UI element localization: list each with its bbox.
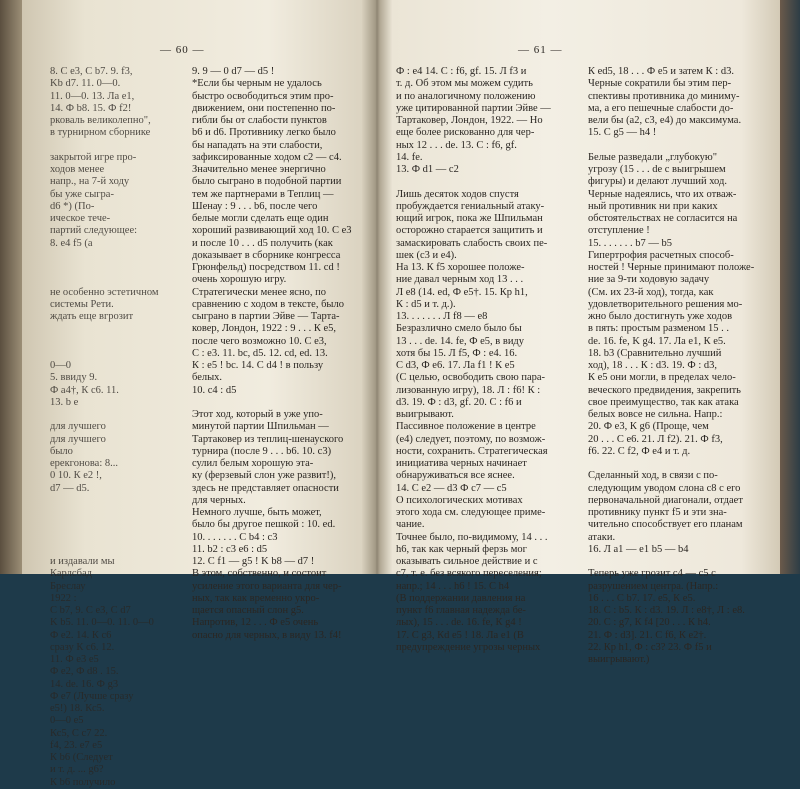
margin-text-line: не особенно эстетичном: [50, 286, 159, 298]
text-line: пробуждается гениальный атаку-: [396, 200, 545, 212]
text-line: На 13. К f5 хорошее положе-: [396, 262, 525, 273]
margin-text-line: 0—0 е5: [50, 715, 84, 727]
right-page-column-2: [588, 66, 766, 666]
text-line: пункт f6 главная надежда бе-: [396, 605, 526, 616]
text-line: Немного лучше, быть может,: [192, 507, 322, 518]
text-line: сыграно в партии Эйве — Тарта-: [192, 311, 340, 322]
right-page-number: — 61 —: [518, 44, 563, 56]
margin-text-line: Ф а4†, К с6. 11.: [50, 384, 119, 396]
margin-text-line: d6 *) (По-: [50, 200, 95, 212]
text-line: было бы другое пешкой : 10. еd.: [192, 519, 336, 531]
text-line: (См. их 23-й ход), тогда, как: [588, 286, 714, 298]
text-line: выигрывают.): [588, 654, 650, 665]
text-line: уже цитированной партии Эйве —: [396, 102, 551, 114]
margin-text-line: Ф е2, Ф d8 . 15.: [50, 666, 119, 678]
text-line: 15. . . . . . . b7 — b5: [588, 237, 672, 249]
text-line: противнику пункт f5 и эти зна-: [588, 507, 727, 518]
margin-text-line: ерекгонова: 8...: [50, 458, 118, 469]
text-line: Теперь уже грозит с4 — с5 с: [588, 568, 716, 580]
text-line: 13 . . . de. 14. fe, Ф e5, в виду: [396, 335, 525, 347]
text-line: [588, 140, 766, 152]
left-page: [22, 0, 374, 788]
text-line: бы нападать на эти слабости,: [192, 139, 323, 151]
text-line: удовлетворительного решения мо-: [588, 298, 743, 310]
text-line: 13. Ф d1 — с2: [396, 164, 459, 175]
text-line: 12. С f1 — g5 ! K b8 — d7 !: [192, 556, 315, 567]
text-line: опасно для черных, в виду 13. f4!: [192, 629, 342, 641]
text-line: лизованную игру), 18. Л : f6! К :: [396, 384, 541, 396]
text-line: фигуры) и делают лучший ход.: [588, 176, 727, 188]
text-line: ковер, Лондон, 1922 : 9 . . . К е5,: [192, 323, 337, 335]
text-line: напр.; 14 . . . h6 ! 15. С h4: [396, 580, 510, 592]
text-line: оказывать сильное действие и с: [396, 556, 538, 567]
text-line: вели бы (а2, с3, е4) до максимума.: [588, 115, 742, 126]
text-line: К : d5 и т. д.).: [396, 298, 456, 310]
margin-text-line: Ф е7 (Лучше сразу: [50, 690, 134, 702]
text-line: ный противник ни при каких: [588, 200, 718, 212]
text-line: Безразлично смело было бы: [396, 323, 522, 335]
text-line: этого хода см. следующее приме-: [396, 507, 546, 518]
margin-text-line: Кс5, С с7 22.: [50, 727, 108, 739]
margin-text-line: [50, 519, 188, 531]
margin-text-line: [50, 348, 188, 360]
text-line: белые могли сделать еще один: [192, 213, 329, 224]
text-line: Точнее было, по-видимому, 14 . . .: [396, 531, 548, 543]
margin-text-line: ждать еще вгрозит: [50, 311, 134, 322]
text-line: С : е3. 11. bc, d5. 12. cd, ed. 13.: [192, 347, 328, 359]
text-line: Белые разведали „глубокую": [588, 151, 718, 163]
text-line: 20. Ф е3, К g6 (Проще, чем: [588, 421, 709, 433]
left-page-column: [192, 66, 382, 642]
margin-text-line: для лучшего: [50, 421, 106, 433]
text-line: для черных.: [192, 494, 246, 506]
text-line: f6. 22. С f2, Ф е4 и т. д.: [588, 445, 691, 457]
text-line: здесь не представляет опасности: [192, 482, 339, 494]
text-line: предупреждение угрозы черных: [396, 641, 541, 653]
margin-text-line: [50, 544, 188, 556]
text-line: Лишь десяток ходов спустя: [396, 188, 519, 200]
margin-text-line: Kb d7. 11. 0—0.: [50, 78, 121, 90]
margin-text-line: 13. b e: [50, 396, 79, 408]
text-line: доказывает в сборнике конгресса: [192, 249, 341, 261]
text-line: Пассивное положение в центре: [396, 421, 536, 433]
margin-text-line: 14. de. 16. Ф g3: [50, 678, 119, 690]
text-line: [588, 458, 766, 470]
text-line: шек (с3 и е4).: [396, 249, 457, 261]
text-line: d3. 19. Ф : d3, gf. 20. С : f6 и: [396, 396, 522, 408]
text-line: К е5 они могли, в пределах чело-: [588, 372, 736, 384]
text-line: [192, 397, 382, 409]
margin-text-line: K b5. 11. 0—0. 11. 0—0: [50, 617, 154, 629]
text-line: К еd5, 18 . . . Ф е5 и затем К : d3.: [588, 66, 734, 77]
text-line: 21. Ф : d3]. 21. С f6, К е2†.: [588, 629, 707, 641]
text-line: ющий игрок, пока же Шпильман: [396, 213, 543, 224]
text-line: обнаруживаться все яснее.: [396, 470, 515, 482]
text-line: 11. b2 : с3 e6 : d5: [192, 543, 268, 555]
margin-text-line: d7 — d5.: [50, 482, 90, 494]
text-line: было сыграно в подобной партии: [192, 176, 342, 188]
text-line: 18. b3 (Сравнительно лучший: [588, 347, 722, 359]
left-page-number: — 60 —: [160, 44, 205, 56]
margin-text-line: 8. е4 f5 (а: [50, 237, 93, 249]
text-line: 14. fe.: [396, 151, 423, 163]
margin-text-line: напр., на 7-й ходу: [50, 176, 130, 188]
text-line: b6 и d6. Противнику легко было: [192, 127, 336, 139]
text-line: Значительно менее энергично: [192, 164, 326, 175]
book-gutter: [362, 0, 392, 574]
text-line: ку (ферзевый слон уже развит!),: [192, 470, 336, 482]
text-line: атаки.: [588, 531, 616, 543]
text-line: разрушением центра. (Напр.:: [588, 580, 719, 592]
right-page-column-1: [396, 66, 568, 654]
margin-text-line: 8. С е3, С b7. 9. f3,: [50, 66, 133, 77]
text-line: 16. Л а1 — е1 b5 — b4: [588, 543, 689, 555]
text-line: 10. с4 : d5: [192, 384, 237, 396]
text-line: усиление этого варианта для чер-: [192, 580, 342, 592]
text-line: В этом, собственно, и состоит: [192, 568, 327, 580]
margin-text-line: 14. Ф b8. 15. Ф f2!: [50, 102, 132, 114]
text-line: хотя бы 15. Л f5, Ф : e4. 16.: [396, 347, 518, 359]
text-line: de. 16. fe, K g4. 17. Ла e1, К е5.: [588, 335, 726, 347]
text-line: (е4) следует, поэтому, по возмож-: [396, 433, 546, 445]
margin-text-line: в турнирном сборнике: [50, 127, 151, 139]
text-line: выигрывают.: [396, 409, 454, 420]
text-line: 16 . . . С b7. 17. е5, К е5.: [588, 592, 696, 604]
text-line: ностей ! Черные принимают положе-: [588, 262, 755, 273]
text-line: 18. С : b5. К : d3. 19. Л : e8†, Л : e8.: [588, 605, 745, 616]
text-line: *Если бы черным не удалось: [192, 78, 322, 90]
text-line: 14. С е2 — d3 Ф с7 — с5: [396, 482, 507, 494]
text-line: угрозу (15 . . . de с выигрышем: [588, 164, 726, 175]
text-line: Шенау : 9 . . . b6, после чего: [192, 200, 318, 212]
margin-text-line: 11. 0—0. 13. Ла e1,: [50, 90, 135, 102]
margin-text-line: [50, 336, 188, 348]
text-line: 15. С g5 — h4 !: [588, 127, 657, 139]
text-line: лых), 15 . . . de. 16. fe, К g4 !: [396, 617, 522, 629]
text-line: щается опасный слон g5.: [192, 605, 304, 616]
left-margin-fragments: [50, 66, 188, 789]
margin-text-line: 5. ввиду 9.: [50, 372, 98, 384]
margin-text-line: f4, 23. е7 е5: [50, 739, 103, 751]
text-line: сравнению с ходом в тексте, было: [192, 298, 344, 310]
text-line: ма, а его пешечные слабости до-: [588, 102, 734, 114]
text-line: очень хорошую игру.: [192, 274, 287, 286]
text-line: спективы противника до миниму-: [588, 90, 740, 102]
margin-text-line: и издавали мы: [50, 556, 115, 567]
margin-text-line: [50, 274, 188, 286]
margin-text-line: 11. Ф е3 е5: [50, 654, 99, 665]
margin-text-line: [50, 140, 188, 152]
margin-text-line: е5!) 18. Кс5.: [50, 703, 105, 714]
margin-text-line: закрытой игре про-: [50, 151, 137, 163]
text-line: 10. . . . . . . С b4 : с3: [192, 531, 278, 543]
margin-text-line: 1922 :: [50, 592, 77, 604]
text-line: 9. 9 — 0 d7 — d5 !: [192, 66, 275, 77]
margin-text-line: [50, 532, 188, 544]
text-line: ход), 18 . . . К : d3. 19. Ф : d3,: [588, 360, 718, 371]
text-line: Сделанный ход, в связи с по-: [588, 470, 718, 482]
text-line: еще более рискованно для чер-: [396, 127, 535, 139]
margin-text-line: Ф е2. 14. К с6: [50, 629, 112, 641]
text-line: 20. С : g7, К f4 [20 . . . К h4.: [588, 617, 711, 629]
margin-text-line: системы Рети.: [50, 298, 114, 310]
margin-text-line: [50, 507, 188, 519]
text-line: замаскировать слабость своих пе-: [396, 237, 548, 249]
text-line: Гипертрофия расчетных способ-: [588, 249, 734, 261]
right-page: [392, 0, 780, 665]
margin-text-line: рковаль великолепно",: [50, 115, 151, 126]
text-line: турнира (после 9 . . . b6. 10. с3): [192, 445, 332, 457]
text-line: т. д. Об этом мы можем судить: [396, 78, 533, 90]
book-cover-edge: [780, 0, 800, 574]
text-line: осторожно старается защитить и: [396, 225, 543, 237]
text-line: [396, 176, 568, 188]
text-line: жно было достигнуть уже ходов: [588, 311, 733, 322]
margin-text-line: [50, 495, 188, 507]
text-line: Черные сократили бы этим пер-: [588, 78, 732, 90]
margin-text-line: бы уже сыгра-: [50, 188, 114, 200]
text-line: зафиксированные ходом с2 — с4.: [192, 151, 342, 163]
text-line: чание.: [396, 519, 425, 531]
margin-text-line: было: [50, 445, 73, 457]
text-line: свое преимущество, так как атака: [588, 396, 739, 408]
text-line: гибли бы от слабости пунктов: [192, 115, 327, 126]
text-line: веческого предвидения, закрепить: [588, 384, 741, 396]
text-line: отступление !: [588, 225, 650, 237]
text-line: тем же партнерами в Теплиц —: [192, 188, 334, 200]
text-line: ние давал черным ход 13 . . .: [396, 274, 524, 286]
text-line: [588, 556, 766, 568]
margin-text-line: для лучшего: [50, 433, 106, 445]
margin-text-line: Бреслау: [50, 580, 86, 592]
text-line: инициатива черных начинает: [396, 458, 527, 469]
margin-text-line: [50, 250, 188, 262]
text-line: в пять: простым разменом 15 . .: [588, 323, 730, 335]
margin-text-line: 0—0: [50, 360, 71, 371]
text-line: белых.: [192, 372, 223, 384]
margin-text-line: 0 10. К е2 !,: [50, 470, 102, 482]
text-line: Л е8 (14. еd, Ф е5†. 15. Кр h1,: [396, 286, 528, 298]
text-line: С d3, Ф е6. 17. Ла f1 ! К е5: [396, 360, 515, 371]
text-line: ных 12 . . . de. 13. С : f6, gf.: [396, 139, 517, 151]
text-line: Ф : е4 14. С : f6, gf. 15. Л f3 и: [396, 66, 527, 77]
text-line: чительно способствует его планам: [588, 519, 743, 531]
text-line: с7, т. е. без всякого переселения;: [396, 568, 542, 580]
margin-text-line: [50, 323, 188, 335]
text-line: ности, сохранить. Стратегическая: [396, 445, 548, 457]
text-line: быстро освободиться этим про-: [192, 90, 334, 102]
margin-text-line: ходов менее: [50, 164, 105, 175]
text-line: сулил белым хорошую эта-: [192, 458, 314, 469]
text-line: Тартаковер, Лондон, 1922. — Но: [396, 115, 543, 126]
text-line: Этот ход, который в уже упо-: [192, 409, 323, 420]
text-line: обстоятельствах не согласится на: [588, 213, 738, 224]
text-line: ние за 9-ти ходовую задачу: [588, 274, 710, 286]
text-line: ных, так как временно укро-: [192, 592, 320, 604]
text-line: 17. С g3, Кd e5 ! 18. Ла e1 (В: [396, 629, 524, 641]
text-line: Стратегически менее ясно, по: [192, 286, 326, 298]
margin-text-line: С b7, 9. С e3, C d7: [50, 605, 131, 616]
text-line: и после 10 . . . d5 получить (как: [192, 237, 333, 249]
text-line: минутой партии Шпильман —: [192, 421, 329, 433]
text-line: О психологических мотивах: [396, 494, 523, 506]
text-line: 13. . . . . . . Л f8 — е8: [396, 311, 488, 322]
text-line: после чего возможно 10. С е3,: [192, 335, 327, 347]
text-line: следующим уводом слона с8 с его: [588, 482, 741, 494]
text-line: хороший развивающий ход 10. С е3: [192, 225, 352, 237]
text-line: К : e5 ! bc. 14. C d4 ! в пользу: [192, 360, 324, 371]
text-line: белых вовсе не сильна. Напр.:: [588, 409, 723, 420]
margin-text-line: Карлсбад: [50, 568, 93, 580]
text-line: (В поддержании давления на: [396, 592, 526, 604]
text-line: h6, так как черный ферзь мог: [396, 543, 527, 555]
text-line: Тартаковер из теплиц-шенауского: [192, 433, 344, 445]
text-line: и по аналогичному положению: [396, 90, 536, 102]
margin-text-line: К b6 (Следует: [50, 752, 113, 763]
margin-text-line: [50, 409, 188, 421]
margin-text-line: К b6 получило: [50, 776, 116, 788]
margin-text-line: [50, 262, 188, 274]
text-line: (С целью, освободить свою пара-: [396, 372, 546, 384]
text-line: Черные надеялись, что их отваж-: [588, 188, 737, 200]
text-line: движением, они постепенно по-: [192, 102, 336, 114]
margin-text-line: сразу К с6. 12.: [50, 641, 115, 653]
text-line: 22. Кр h1, Ф : с3? 23. Ф f5 и: [588, 641, 712, 653]
margin-text-line: и т. д. ... g6?: [50, 764, 104, 776]
margin-text-line: партий следующее:: [50, 225, 138, 237]
previous-page-edge: [0, 0, 22, 574]
text-line: первоначальной диагонали, отдает: [588, 494, 743, 506]
text-line: 20 . . . С е6. 21. Л f2). 21. Ф f3,: [588, 433, 723, 445]
text-line: Грюнфельд) посредством 11. cd !: [192, 262, 340, 273]
text-line: Напротив, 12 . . . Ф е5 очень: [192, 617, 319, 629]
margin-text-line: ическое тече-: [50, 213, 111, 224]
